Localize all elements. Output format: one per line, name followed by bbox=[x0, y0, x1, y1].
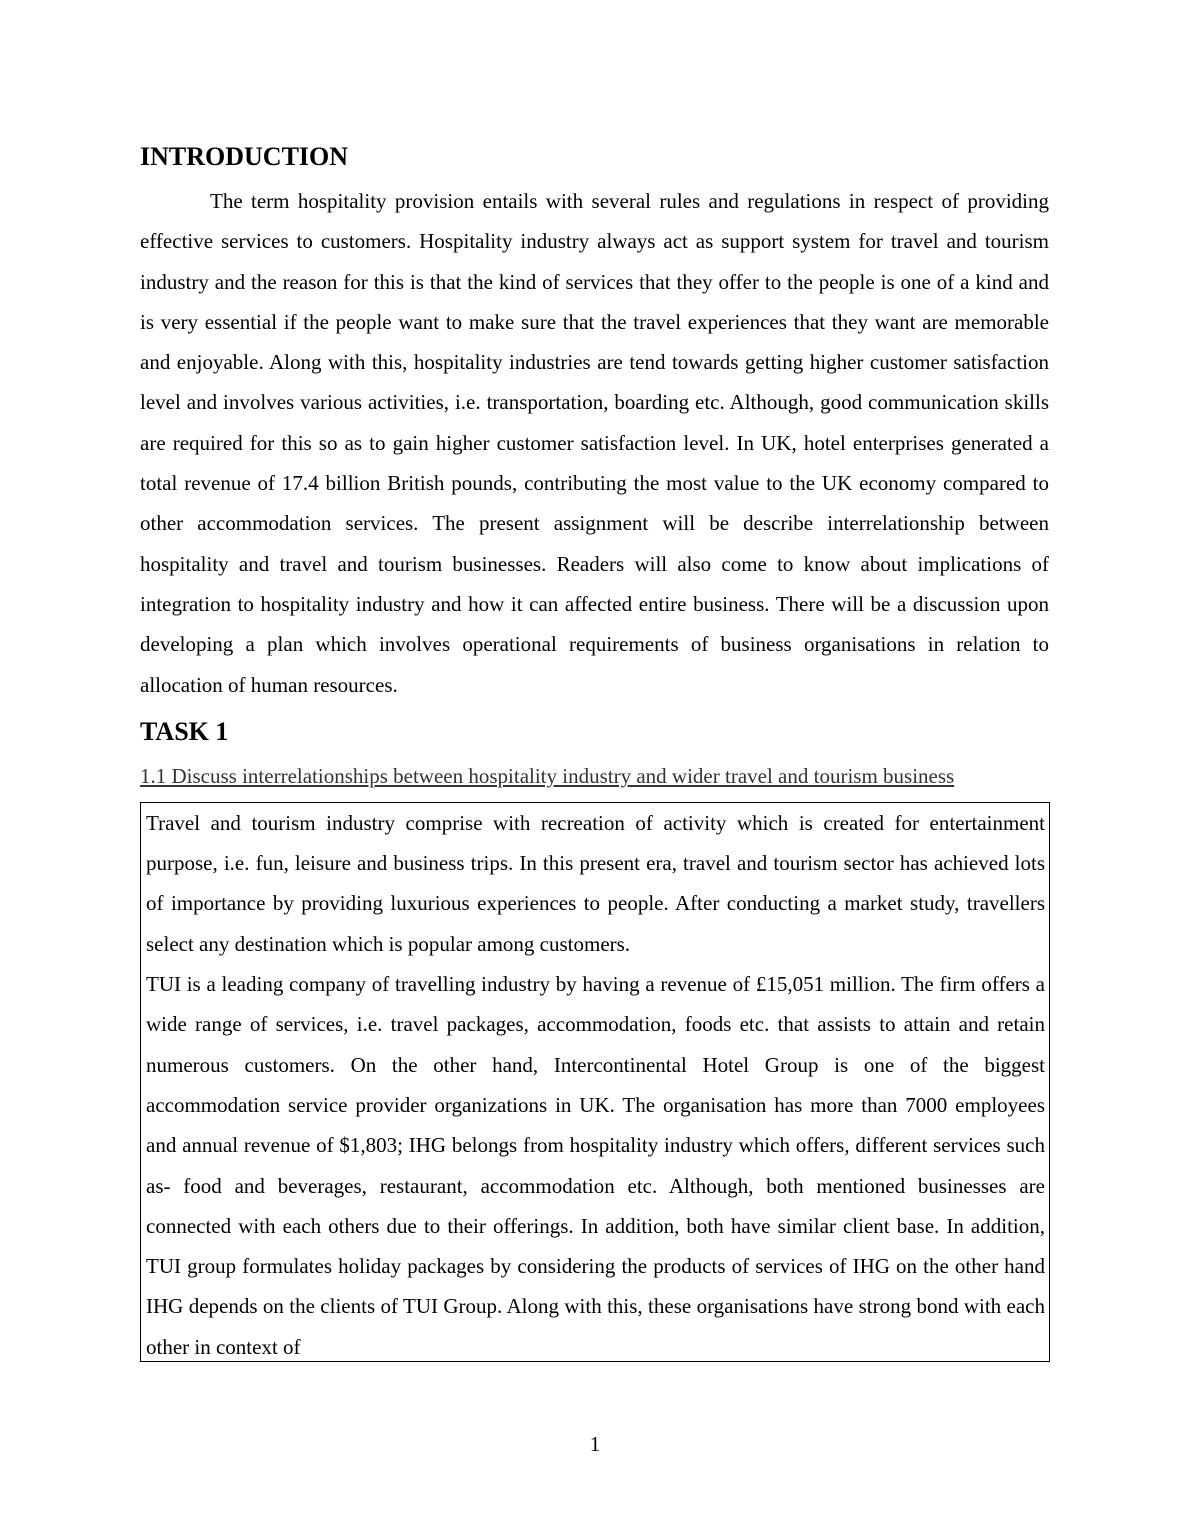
task-1-1-paragraph-1: Travel and tourism industry comprise with recreation of activity which is created for entertainment purpose, i.e. fun, leisure and business trips. In this present era, travel and tourism sector has achieved lots of importance by providing luxurious experiences to people. After conducting a market study, travellers select any destination which is popular among customers. bbox=[146, 810, 1045, 956]
page-content bbox=[140, 140, 1049, 1362]
task-1-1-subheading: 1.1 Discuss interrelationships between hospitality industry and wider travel and tourism business bbox=[140, 763, 955, 788]
task-1-1-paragraph-2: TUI is a leading company of travelling industry by having a revenue of £15,051 million. The firm offers a wide range of services, i.e. travel packages, accommodation, foods etc. that assists to attain and retain numerous customers. On the other hand, Intercontinental Hotel Group is one of the biggest accommodation service provider organizations in UK. The organisation has more than 7000 employees and annual revenue of $1,803; IHG belongs from hospitality industry which offers, different services such as- food and beverages, restaurant, accommodation etc. Although, both mentioned businesses are connected with each others due to their offerings. In addition, both have similar client base. In addition, TUI group formulates holiday packages by considering the products of services of IHG on the other hand IHG depends on the clients of TUI Group. Along with this, these organisations have strong bond with each other in context of bbox=[146, 972, 1045, 1359]
task-1-heading: TASK 1 bbox=[140, 716, 229, 746]
task-1-1-text-box bbox=[140, 802, 1050, 1362]
introduction-paragraph: The term hospitality provision entails with several rules and regulations in respect of providing effective services to customers. Hospitality industry always act as support system for travel and tourism industry and the reason for this is that the kind of services that they offer to the people is one of a kind and is very essential if the people want to make sure that the travel experiences that they want are memorable and enjoyable. Along with this, hospitality industries are tend towards getting higher customer satisfaction level and involves various activities, i.e. transportation, boarding etc. Although, good communication skills are required for this so as to gain higher customer satisfaction level. In UK, hotel enterprises generated a total revenue of 17.4 billion British pounds, contributing the most value to the UK economy compared to other accommodation services. The present assignment will be describe interrelationship between hospitality and travel and tourism businesses. Readers will also come to know about implications of integration to hospitality industry and how it can affected entire business. There will be a discussion upon developing a plan which involves operational requirements of business organisations in relation to allocation of human resources. bbox=[140, 189, 1049, 697]
introduction-heading: INTRODUCTION bbox=[140, 142, 349, 171]
page-number: 1 bbox=[589, 1432, 601, 1456]
